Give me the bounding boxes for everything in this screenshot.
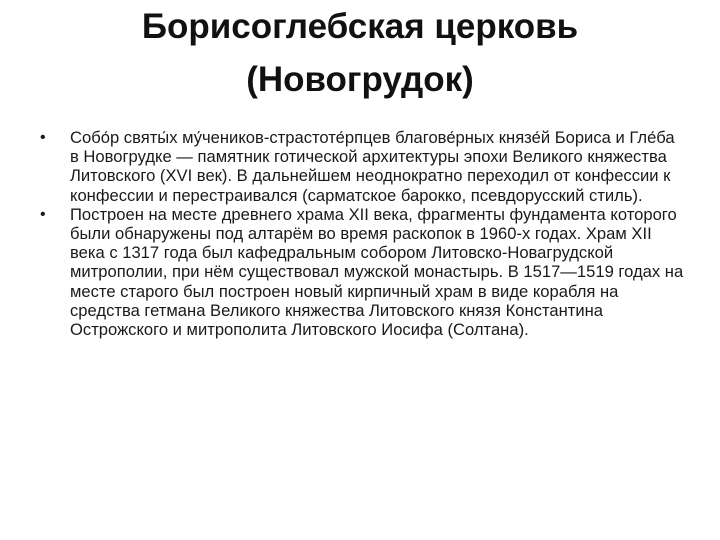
slide-title	[60, 0, 660, 106]
bullet-marker: •	[40, 205, 46, 223]
bullet-item	[36, 205, 686, 339]
slide-title-line-1: Борисоглебская церковь	[141, 7, 579, 46]
bullet-text: Собо́р святы́х му́чеников-страстоте́рпцев благове́рных князе́й Бориса и Гле́ба в Новогрудке — памятник готической архитектуры эпохи Великого княжества Литовского (XVI век). В дальнейшем неоднократно переходил от конфессии к конфессии и перестраивался (сарматское барокко, псевдорусский стиль).	[70, 128, 675, 205]
bullet-marker: •	[40, 129, 46, 146]
bullet-list	[36, 128, 686, 339]
slide-title-line-2: (Новогрудок)	[246, 60, 474, 99]
bullet-item	[36, 128, 686, 205]
bullet-text: Построен на месте древнего храма XII века, фрагменты фундамента которого были обнаружены под алтарём во время раскопок в 1960-х годах. Храм XII века с 1317 года был кафедральным собором Литовско-Новагрудской митрополии, при нём существовал мужской монастырь. В 1517—1519 годах на месте старого был построен новый кирпичный храм в виде корабля на средства гетмана Великого княжества Литовского князя Константина Острожского и митрополита Литовского Иосифа (Солтана).	[70, 204, 684, 340]
